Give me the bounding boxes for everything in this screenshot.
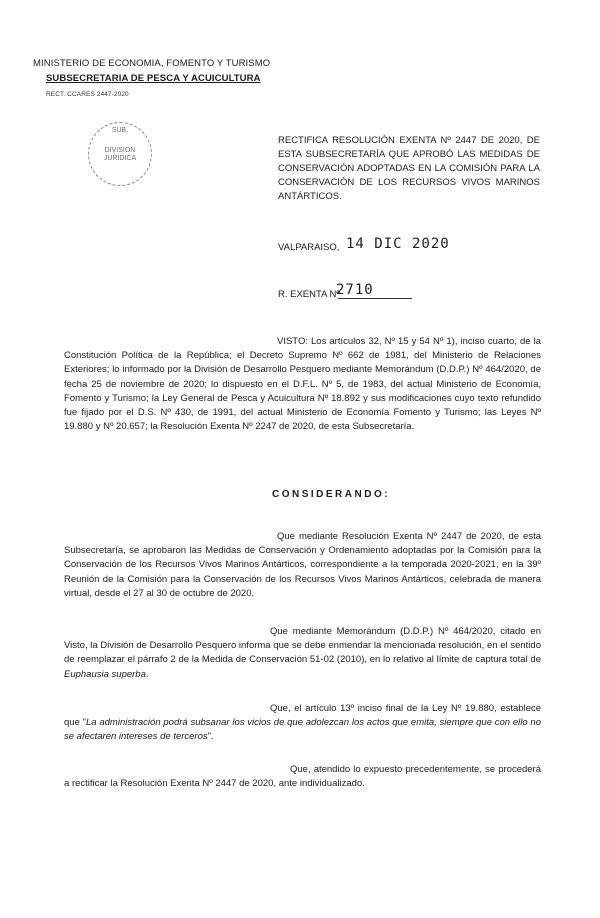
division-stamp [88, 122, 152, 186]
considerando-4 [64, 763, 541, 791]
resolution-title: RECTIFICA RESOLUCIÓN EXENTA Nº 2447 DE 2020, DE ESTA SUBSECRETARÍA QUE APROBÓ LAS MEDIDAS DE CONSERVACIÓN ADOPTADAS EN LA COMISIÓN PARA LA CONSERVACIÓN DE LOS RECURSOS VIVOS MARINOS ANTÁRTICOS. [278, 135, 540, 202]
c4-lead: Que, atendido lo expuesto precedentemente, se procederá a [64, 764, 541, 790]
visto-lead: VISTO: Los artículos 32, Nº 15 y 54 Nº 1), inciso cuarto, de [277, 336, 531, 347]
visto-paragraph [64, 335, 541, 434]
c3-quote: La administración podrá subsanar los vicios de que adolezcan los actos que emita, siempre que con ello no se afectaren intereses de terceros [64, 717, 541, 743]
place-label: VALPARAISO, [278, 242, 340, 253]
stamp-line-1: DIVISION [104, 147, 136, 154]
resolution-label: R. EXENTA Nº [278, 289, 340, 300]
ministry-name: MINISTERIO DE ECONOMIA, FOMENTO Y TURISMO [33, 58, 271, 69]
c2-lead: Que mediante Memorándum (D.D.P.) Nº 464/2020, citado [270, 626, 526, 637]
c3-body: establece que " [64, 703, 542, 729]
c2-end: . [145, 668, 149, 680]
date-stamp: 14 DIC 2020 [346, 236, 450, 252]
document-reference: RECT. CCARES 2447-2020 [46, 91, 129, 98]
subsecretaria-name: SUBSECRETARIA DE PESCA Y ACUICULTURA [46, 73, 261, 84]
considerando-3 [64, 702, 541, 745]
c3-lead: Que, el artículo 13º inciso final de la Ley Nº 19.880, [270, 703, 497, 714]
c4-body: rectificar la Resolución Exenta Nº 2447 de 2020, ante individualizado. [71, 778, 365, 790]
resolution-number: 2710 [336, 282, 374, 298]
c2-species: Euphausia superba [64, 668, 146, 680]
considerando-1 [64, 530, 541, 601]
c3-end: ". [207, 731, 214, 743]
c2-body: en Visto, la División de Desarrollo Pesquero informa que se debe enmendar la mencionada resolución, en el sentido de reemplazar el párrafo 2 de la Medida de Conservación 51-02 (2010), en lo relativo al límite de captura total de [64, 626, 541, 666]
visto-body: la Constitución Política de la República; el Decreto Supremo Nº 662 de 1981, del Ministerio de Relaciones Exteriores; lo informado por la División de Desarrollo Pesquero mediante Memorándum (D.D.P.) Nº 464/2020, de fecha 25 de noviembre de 2020; lo dispuesto en el D.F.L. Nº 5, de 1983, del actual Ministerio de Economía, Fomento y Turismo; la Ley General de Pesca y Acuicultura Nº 18.892 y sus modificaciones cuyo texto refundido fue fijado por el D.S. Nº 430, de 1991, del actual Ministerio de Economía Fomento y Turismo; las Leyes Nº 19.880 y Nº 20.657; la Resolución Exenta Nº 2247 de 2020, de esta Subsecretaría. [64, 336, 542, 433]
stamp-top-text: SUB. [111, 127, 129, 134]
considerando-heading: CONSIDERANDO: [272, 489, 391, 500]
resolution-underline [338, 298, 412, 299]
stamp-line-2: JURIDICA [103, 155, 137, 162]
considerando-2 [64, 625, 541, 682]
c1-body: Subsecretaría, se aprobaron las Medidas de Conservación y Ordenamiento adoptadas por la Comisión para la Conservación de los Recursos Vivos Marinos Antárticos, correspondiente a la temporada 2020-2021, en la 39º Reunión de la Comisión para la Conservación de los Recursos Vivos Marinos Antárticos, celebrada de manera virtual, desde el 27 al 30 de octubre de 2020. [64, 545, 541, 599]
c1-lead: Que mediante Resolución Exenta Nº 2447 de 2020, de esta [277, 531, 541, 542]
